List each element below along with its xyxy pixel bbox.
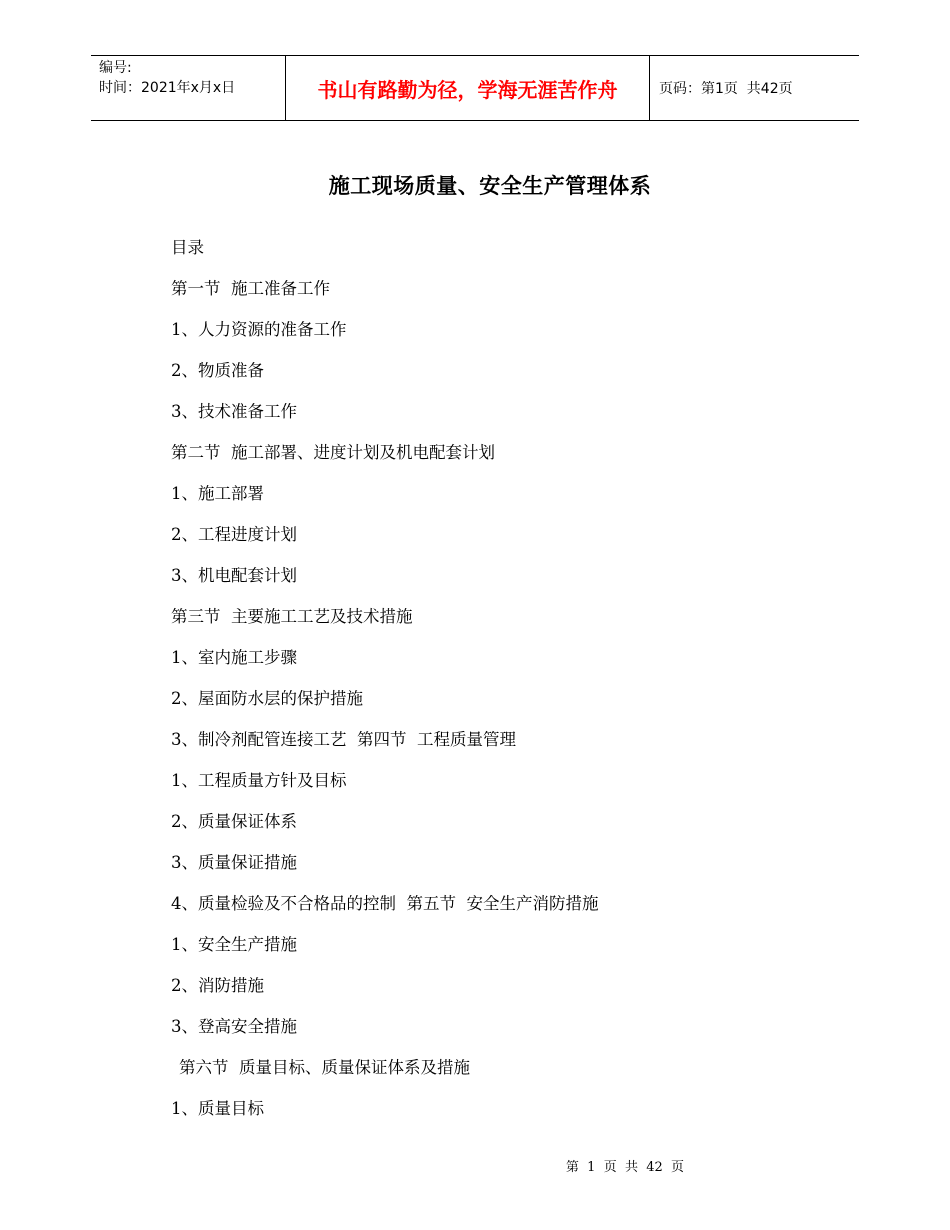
footer-page-number: 第 1 页 共 42 页 [565,1160,685,1175]
toc-item: 1、质量目标 [171,1099,264,1118]
toc-item: 第二节 施工部署、进度计划及机电配套计划 [171,443,495,462]
header-page-info: 页码：第1页 共42页 [659,81,793,97]
toc-item: 2、工程进度计划 [171,525,297,544]
toc-item: 4、质量检验及不合格品的控制 第五节 安全生产消防措施 [171,894,599,913]
toc-item: 第一节 施工准备工作 [171,279,330,298]
toc-item: 目录 [171,238,204,257]
toc-item: 1、室内施工步骤 [171,648,297,667]
motto-text: 书山有路勤为径，学海无涯苦作舟 [317,77,618,102]
time-label: 时间：2021年x月x日 [99,80,236,96]
toc-item: 2、质量保证体系 [171,812,297,831]
table-of-contents [171,234,871,1136]
header-motto-cell [286,56,650,120]
toc-item: 第六节 质量目标、质量保证体系及措施 [179,1058,470,1077]
toc-item: 1、人力资源的准备工作 [171,320,347,339]
toc-item: 2、消防措施 [171,976,264,995]
toc-item: 第三节 主要施工工艺及技术措施 [171,607,413,626]
toc-item: 2、物质准备 [171,361,264,380]
document-header [91,55,859,121]
toc-item: 3、登高安全措施 [171,1017,297,1036]
header-page-cell [650,56,859,120]
toc-item: 3、制冷剂配管连接工艺 第四节 工程质量管理 [171,730,516,749]
toc-item: 1、工程质量方针及目标 [171,771,347,790]
page-title: 施工现场质量、安全生产管理体系 [328,173,652,198]
toc-item: 3、技术准备工作 [171,402,297,421]
toc-item: 3、质量保证措施 [171,853,297,872]
toc-item: 2、屋面防水层的保护措施 [171,689,363,708]
toc-item: 1、施工部署 [171,484,264,503]
header-meta-cell [91,56,286,120]
toc-item: 1、安全生产措施 [171,935,297,954]
toc-item: 3、机电配套计划 [171,566,297,585]
serial-label: 编号: [99,60,132,76]
